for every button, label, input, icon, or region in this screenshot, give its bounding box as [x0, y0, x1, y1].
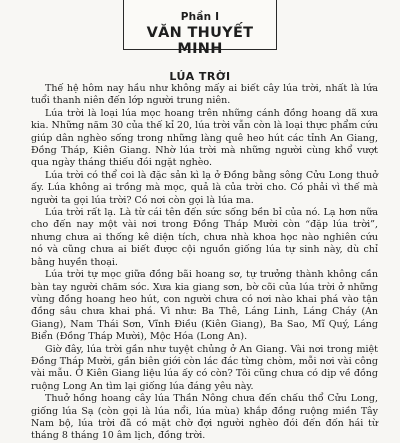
part-title: VĂN THUYẾT MINH	[146, 25, 254, 57]
paragraph: Lúa trời có thể coi là đặc sản kì lạ ở Đồng bằng sông Cửu Long thuở ấy. Lúa không ai trồng mà mọc, quả là của trời cho. Có phải vì thế mà người ta gọi lúa trời? Có nơi còn gọi là lúa ma.	[31, 169, 378, 206]
paragraph: Lúa trời là loại lúa mọc hoang trên những cánh đồng hoang dã xưa kia. Những năm 30 của thế kỉ 20, lúa trời vẫn còn là loại thực phẩm cứu giúp dân nghèo sống trong những làng quê heo hút các tỉnh An Giang, Đồng Tháp, Kiên Giang. Nhờ lúa trời mà những người cùng khổ vượt qua ngày tháng thiếu đói ngặt nghèo.	[31, 107, 378, 169]
part-header-box	[123, 0, 277, 57]
body-text	[31, 83, 378, 443]
part-label: Phần I	[180, 11, 220, 23]
paragraph: Lúa trời tự mọc giữa đồng bãi hoang sơ, tự trưởng thành không cần bàn tay người chăm sóc. Xưa kia giang sơn, bờ cõi của lúa trời ở những vùng đồng hoang heo hút, con người chưa có nơi nào khai phá vào tận đồng sâu chưa khai phá. Vì như: Ba Thê, Láng Linh, Láng Cháy (An Giang), Nam Thái Sơn, Vĩnh Điều (Kiên Giang), Ba Sao, Mĩ Quý, Láng Biển (Đồng Tháp Mười), Mộc Hóa (Long An).	[31, 269, 378, 343]
paragraph: Giờ đây, lúa trời gần như tuyệt chủng ở An Giang. Vài nơi trong miệt Đồng Tháp Mười, gần biên giới còn lác đác từng chòm, mỗi nơi vài công vài mẫu. Ở Kiên Giang liệu lúa ấy có còn? Tôi cũng chưa có dịp về đồng ruộng Long An tìm lại giống lúa đáng yêu này.	[31, 343, 378, 392]
paragraph: Thuở hồng hoang cây lúa Thần Nông chưa đến chấu thổ Cửu Long, giống lúa Sạ (còn gọi là lúa nổi, lúa mùa) khắp đồng ruộng miền Tây Nam bộ, lúa trời đã có mặt chờ đợi người nghèo đói đến đốn hái từ tháng 8 tháng 10 âm lịch, đồng trời.	[31, 393, 378, 442]
paragraph: Lúa trời rất lạ. Là từ cái tên đến sức sống bền bỉ của nó. Lạ hơn nữa cho đến nay một vài nơi trong Đồng Tháp Mười còn “đặp lúa trời”, nhưng chưa ai thống kê diện tích, chưa nhà khoa học nào nghiên cứu nó và cũng chưa ai biết được cội nguồn giống lúa tự sinh này, dù chỉ bằng huyền thoại.	[31, 207, 378, 268]
paragraph: Thế hệ hôm nay hầu như không mấy ai biết cây lúa trời, nhất là lứa tuổi thanh niên đến lớp người trung niên.	[31, 83, 378, 107]
section-heading: LÚA TRỜI	[169, 70, 231, 83]
